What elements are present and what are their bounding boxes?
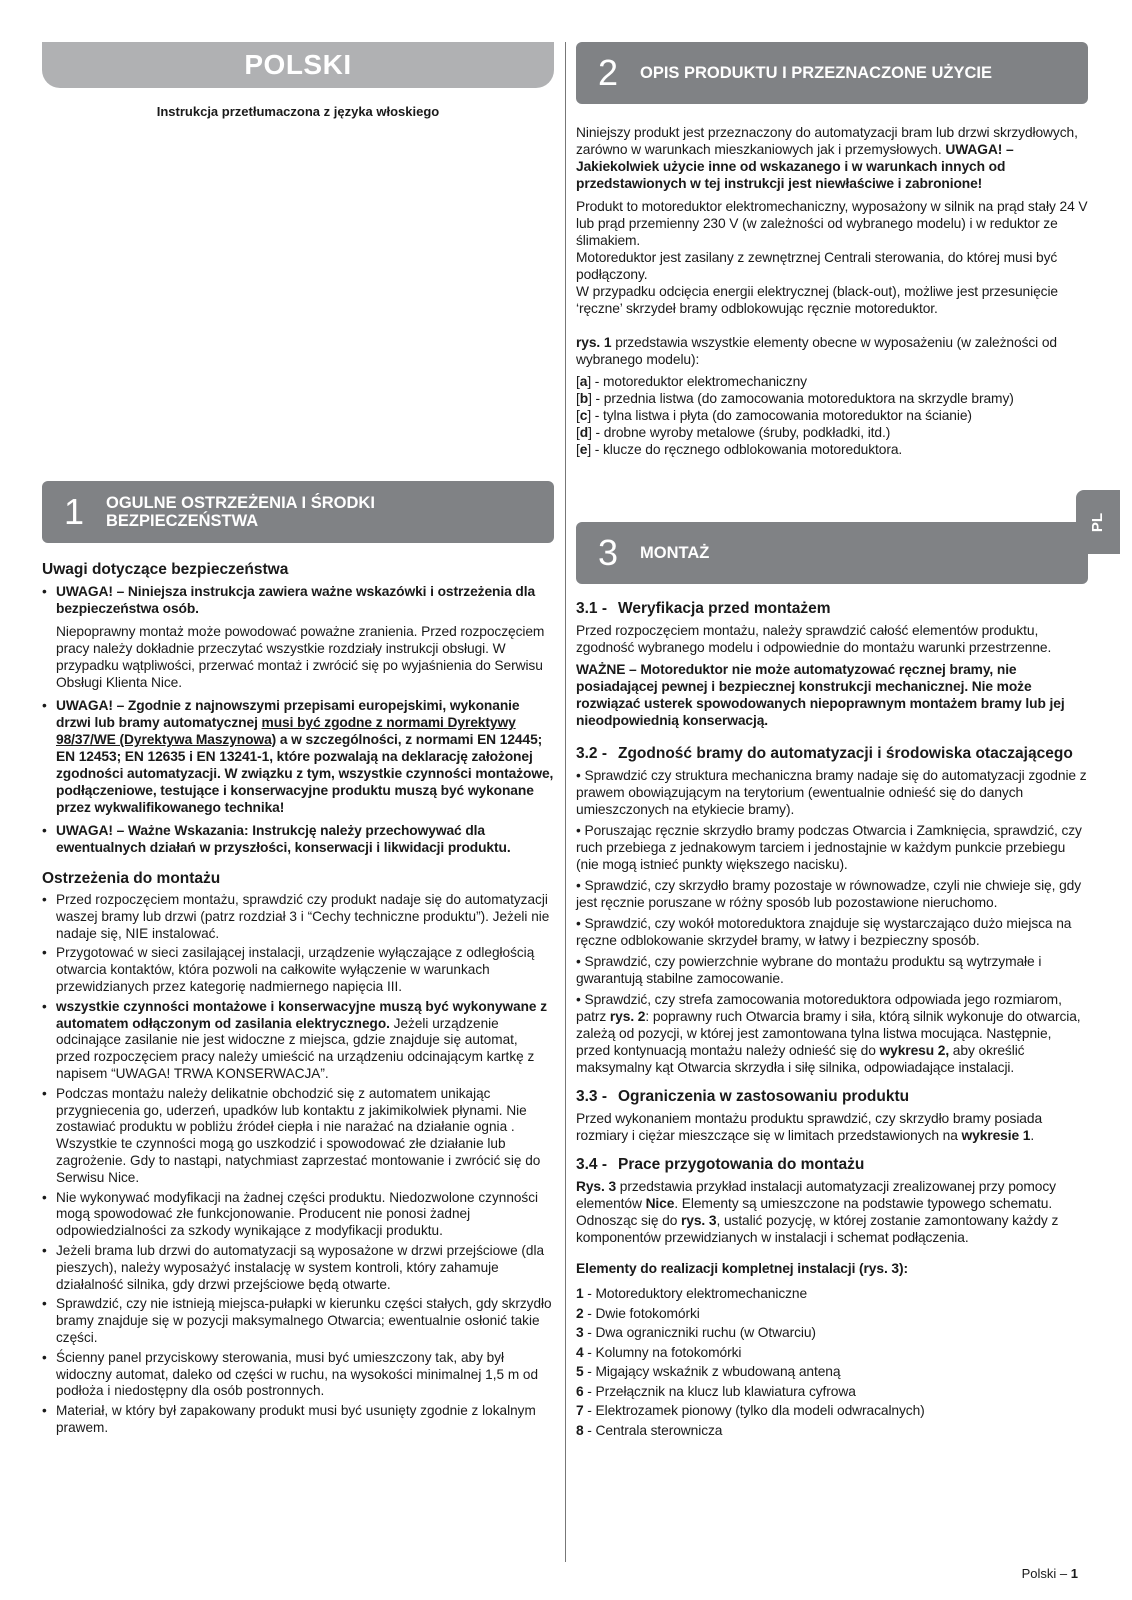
list-item: • Przygotować w sieci zasilającej instalacji, urządzenie wyłączające z odległością otwarcia kontaktów, która pozwoli na całkowite wyłączenie w warunkach przewidzianych przez kategorię nadmiernego napięcia III. — [42, 945, 554, 995]
product-motor-text: Produkt to motoreduktor elektromechaniczny, wyposażony w silnik na prąd stały 24 V lub prąd przemienny 230 V (w zależności od wybranego modelu) i w reduktor ze ślimakiem. — [576, 199, 1088, 248]
subsection-3-2-body — [576, 767, 1088, 1076]
list-item: • Materiał, w który był zapakowany produkt musi być usunięty zgodnie z lokalnym prawem. — [42, 1403, 554, 1437]
warning-1-text: Niepoprawny montaż może powodować poważne zranienia. Przed rozpoczęciem pracy należy dokładnie przeczytać wszystkie rozdziały instrukcji obsługi. W przypadku wątpliwości, przerwać montaż i zwrócić się po wyjaśnienia do Serwisu Obsługi Klienta Nice. — [56, 624, 545, 690]
section-3-title: MONTAŻ — [640, 544, 710, 562]
elements-list — [576, 1285, 1088, 1439]
subsection-3-1-body: Przed rozpoczęciem montażu, należy sprawdzić całość elementów produktu, zgodność wybranego modelu i odpowiednie do montażu warunki przestrzenne. WAŻNE – Motoreduktor nie może automatyzować ręcznej bramy, nie posiadającej pewnej i bezpiecznej konstrukcji mechanicznej. Nie może rozwiązać usterek spowodowanych niepoprawnym montażem bramy lub jej nieodpowiednią konserwacją. — [576, 623, 1065, 728]
section-3-number: 3 — [597, 532, 619, 573]
list-item: • Przed rozpoczęciem montażu, sprawdzić czy produkt nadaje się do automatyzacji waszej bramy lub drzwi (patrz rozdział 3 i “Cechy techniczne produktu”). Jeżeli nie nadaje się, NIE instalować. — [42, 892, 554, 942]
list-item: • Nie wykonywać modyfikacji na żadnej części produktu. Niedozwolone czynności mogą spowodować złe funkcjonowanie. Producent nie ponosi żadnej odpowiedzialności za szkody wynikające z modyfikacji produktu. — [42, 1190, 554, 1240]
column-divider — [565, 42, 566, 1562]
subsection-3-4-heading: 3.4 - Prace przygotowania do montażu — [576, 1156, 865, 1173]
list-item: [d] - drobne wyroby metalowe (śruby, podkładki, itd.) — [576, 425, 891, 440]
list-item: [c] - tylna listwa i płyta (do zamocowania motoreduktor na ścianie) — [576, 408, 972, 423]
list-item: • Sprawdzić, czy nie istnieją miejsca-pułapki w kierunku części stałych, gdy skrzydło bramy znajduje się w pozycji maksymalnego Otwarcia; ewentualnie osłonić takie części. — [42, 1296, 554, 1346]
list-item: • Sprawdzić czy struktura mechaniczna bramy nadaje się do automatyzacji zgodnie z prawem obowiązującym na terytorium (ewentualnie odnieść się do danych umieszczonych na etykiecie bramy). — [576, 768, 1087, 817]
section-1-number: 1 — [63, 491, 85, 532]
list-item: • Sprawdzić, czy wokół motoreduktora znajduje się wystarczająco dużo miejsca na ręczne odblokowanie skrzydeł bramy, w łatwy i bezpieczny sposób. — [576, 916, 1072, 948]
section-2-body — [576, 124, 1088, 458]
figure-1-text: rys. 1 przedstawia wszystkie elementy obecne w wyposażeniu (w zależności od wybranego modelu): — [576, 335, 1058, 367]
subsection-3-1-heading: 3.1 - Weryfikacja przed montażem — [576, 600, 831, 617]
list-item: • Ścienny panel przyciskowy sterowania, musi być umieszczony tak, aby był widoczny automat, daleko od części w ruchu, na wysokości minimalnej 1,5 m od podłoża i niedostępny dla osób postronnych. — [42, 1350, 554, 1400]
section-2-title: OPIS PRODUKTU I PRZEZNACZONE UŻYCIE — [640, 64, 993, 82]
page-footer: Polski – 1 — [1021, 1566, 1078, 1581]
list-item: • Poruszając ręcznie skrzydło bramy podczas Otwarcia i Zamknięcia, sprawdzić, czy ruch przebiega z jednakowym tarciem i jednostajnie w każdym punkcie przebiegu (nie mogą istnieć punkty większego nacisku). — [576, 823, 1082, 872]
list-item: 5 - Migający wskaźnik z wbudowaną anteną — [576, 1364, 841, 1379]
left-column — [42, 42, 554, 1440]
list-item: 6 - Przełącznik na klucz lub klawiatura cyfrowa — [576, 1383, 856, 1399]
list-item: • Jeżeli brama lub drzwi do automatyzacji są wyposażone w drzwi przejściowe (dla pieszych), należy wyposażyć instalację w system kontroli, który zahamuje działalność silnika, gdy drzwi przejściowe będą otwarte. — [42, 1243, 554, 1293]
safety-notes-heading: Uwagi dotyczące bezpieczeństwa — [42, 561, 289, 578]
warning-2: • UWAGA! – Zgodnie z najnowszymi przepisami europejskimi, wykonanie drzwi lub bramy automatycznej musi być zgodne z normami Dyrektywy 98/37/WE (Dyrektywa Maszynowa) a w szczególności, z normami EN 12445; EN 12453; EN 12635 i EN 13241-1, które pozwalają na deklarację założonej zgodności automatyzacji. W związku z tym, wszystkie czynności montażowe, podłączeniowe, testujące i konserwacyjne produktu muszą być wykonane przez wykwalifikowanego technika! — [42, 698, 554, 815]
warning-1: • UWAGA! – Niniejsza instrukcja zawiera ważne wskazówki i ostrzeżenia dla bezpieczeństwa osób. — [42, 584, 536, 616]
list-item: • Podczas montażu należy delikatnie obchodzić się z automatem unikając przygniecenia go, uderzeń, upadków lub kontaktu z jakimikolwiek płynami. Nie zostawiać produktu w pobliżu źródeł ciepła i nie narażać na działanie ognia . Wszystkie te czynności mogą go uszkodzić i spowodować złe działanie lub zagrożenie. Gdy to nastąpi, natychmiast zaprzestać montowanie i zwrócić się do Serwisu Nice. — [42, 1086, 554, 1187]
list-item: • Sprawdzić, czy skrzydło bramy pozostaje w równowadze, czyli nie chwieje się, gdy jest ręcznie poruszane w różny sposób lub pozostawione nieruchomo. — [576, 878, 1082, 910]
product-description: Niniejszy produkt jest przeznaczony do automatyzacji bram lub drzwi skrzydłowych, zarówno w warunkach mieszkaniowych jak i przemysłowych. UWAGA! – Jakiekolwiek użycie inne od wskazanego i w warunkach innych od przedstawionych w tej instrukcji jest niewłaściwe i zabronione! — [576, 125, 1078, 191]
list-item: • Sprawdzić, czy powierzchnie wybrane do montażu produktu są wytrzymałe i gwarantują stabilne zamocowanie. — [576, 954, 1042, 986]
list-item: 7 - Elektrozamek pionowy (tylko dla modeli odwracalnych) — [576, 1403, 925, 1418]
list-item: • wszystkie czynności montażowe i konserwacyjne muszą być wykonywane z automatem odłączonym od zasilania elektrycznego. Jeżeli urządzenie odcinające zasilanie nie jest widoczne z miejsca, gdzie znajduje się automat, przed rozpoczęciem pracy należy umieścić na urządzeniu odcinającym kartkę z napisem “UWAGA! TRWA KONSERWACJA”. — [42, 999, 554, 1083]
list-item: • Sprawdzić, czy strefa zamocowania motoreduktora odpowiada jego rozmiarom, patrz rys. 2: poprawny ruch Otwarcia bramy i siła, którą silnik wykonuje do otwarcia, zależą od pozycji, w której jest zamontowana tylna listwa mocująca. Następnie, przed kontynuacją montażu należy odnieść się do wykresu 2, aby określić maksymalny kąt Otwarcia skrzydła i siłę silnika, odpowiadające instalacji. — [576, 992, 1081, 1075]
subsection-3-3-body: Przed wykonaniem montażu produktu sprawdzić, czy skrzydło bramy posiada rozmiary i ciężar mieszczące się w limitach przedstawionych na wykresie 1. — [576, 1111, 1043, 1143]
language-side-tab: PL — [1076, 490, 1120, 554]
package-items — [576, 373, 1088, 458]
subsection-3-3-heading: 3.3 - Ograniczenia w zastosowaniu produktu — [576, 1088, 910, 1105]
list-item: [e] - klucze do ręcznego odblokowania motoreduktora. — [576, 442, 903, 457]
product-power-text: Motoreduktor jest zasilany z zewnętrznej Centrali sterowania, do której musi być podłączony. — [576, 250, 1058, 282]
right-column — [576, 42, 1088, 1438]
section-2-number: 2 — [597, 52, 619, 93]
translation-note: Instrukcja przetłumaczona z języka włoskiego — [156, 104, 440, 119]
page-number: 1 — [1070, 1566, 1078, 1581]
safety-warnings — [42, 583, 554, 856]
list-item: [a] - motoreduktor elektromechaniczny — [576, 374, 807, 389]
subsection-3-2-heading: 3.2 - Zgodność bramy do automatyzacji i środowiska otaczającego — [576, 745, 1073, 762]
list-item: 4 - Kolumny na fotokomórki — [576, 1344, 742, 1360]
subsection-3-4-body: Rys. 3 przedstawia przykład instalacji automatyzacji zrealizowanej przy pomocy elementów Nice. Elementy są umieszczone na podstawie typowego schematu. Odnosząc się do rys. 3, ustalić pozycję, w której zostanie zamontowany każdy z komponentów przewidzianych w instalacji i schemat podłączenia. Elementy do realizacji kompletnej instalacji (rys. 3): 1 - Motoreduktory elektromechaniczne 2 - Dwie fotokomórki 3 - Dwa ograniczniki ruchu (w Otwarciu) 4 - Kolumny na fotokomórki 5 - Migający wskaźnik z wbudowaną anteną 6 - Przełącznik na klucz lub klawiatura cyfrowa 7 - Elektrozamek pionowy (tylko dla modeli odwracalnych) 8 - Centrala sterownicza — [576, 1178, 1088, 1439]
list-item: 3 - Dwa ograniczniki ruchu (w Otwarciu) — [576, 1325, 816, 1340]
section-1-header — [42, 481, 554, 543]
section-1-title: OGULNE OSTRZEŻENIA I ŚRODKI BEZPIECZEŃSTWA — [106, 494, 375, 530]
list-item: [b] - przednia listwa (do zamocowania motoreduktora na skrzydle bramy) — [576, 391, 1014, 406]
installation-warnings-heading: Ostrzeżenia do montażu — [42, 870, 221, 887]
list-item: 8 - Centrala sterownicza — [576, 1422, 723, 1438]
product-blackout-text: W przypadku odcięcia energii elektrycznej (black-out), możliwe jest przesunięcie ‘ręczne’ skrzydeł bramy odblokowując ręcznie motoreduktor. — [576, 284, 1058, 316]
list-item: 2 - Dwie fotokomórki — [576, 1305, 700, 1321]
elements-heading: Elementy do realizacji kompletnej instalacji (rys. 3): — [576, 1261, 908, 1276]
section-2-header — [576, 42, 1088, 104]
list-item: 1 - Motoreduktory elektromechaniczne — [576, 1286, 808, 1301]
language-header: POLSKI — [42, 42, 554, 88]
section-3-header — [576, 522, 1088, 584]
installation-warnings-list — [42, 892, 554, 1437]
warning-3: • UWAGA! – Ważne Wskazania: Instrukcję należy przechowywać dla ewentualnych działań w przyszłości, konserwacji i likwidacji produktu. — [42, 823, 511, 855]
